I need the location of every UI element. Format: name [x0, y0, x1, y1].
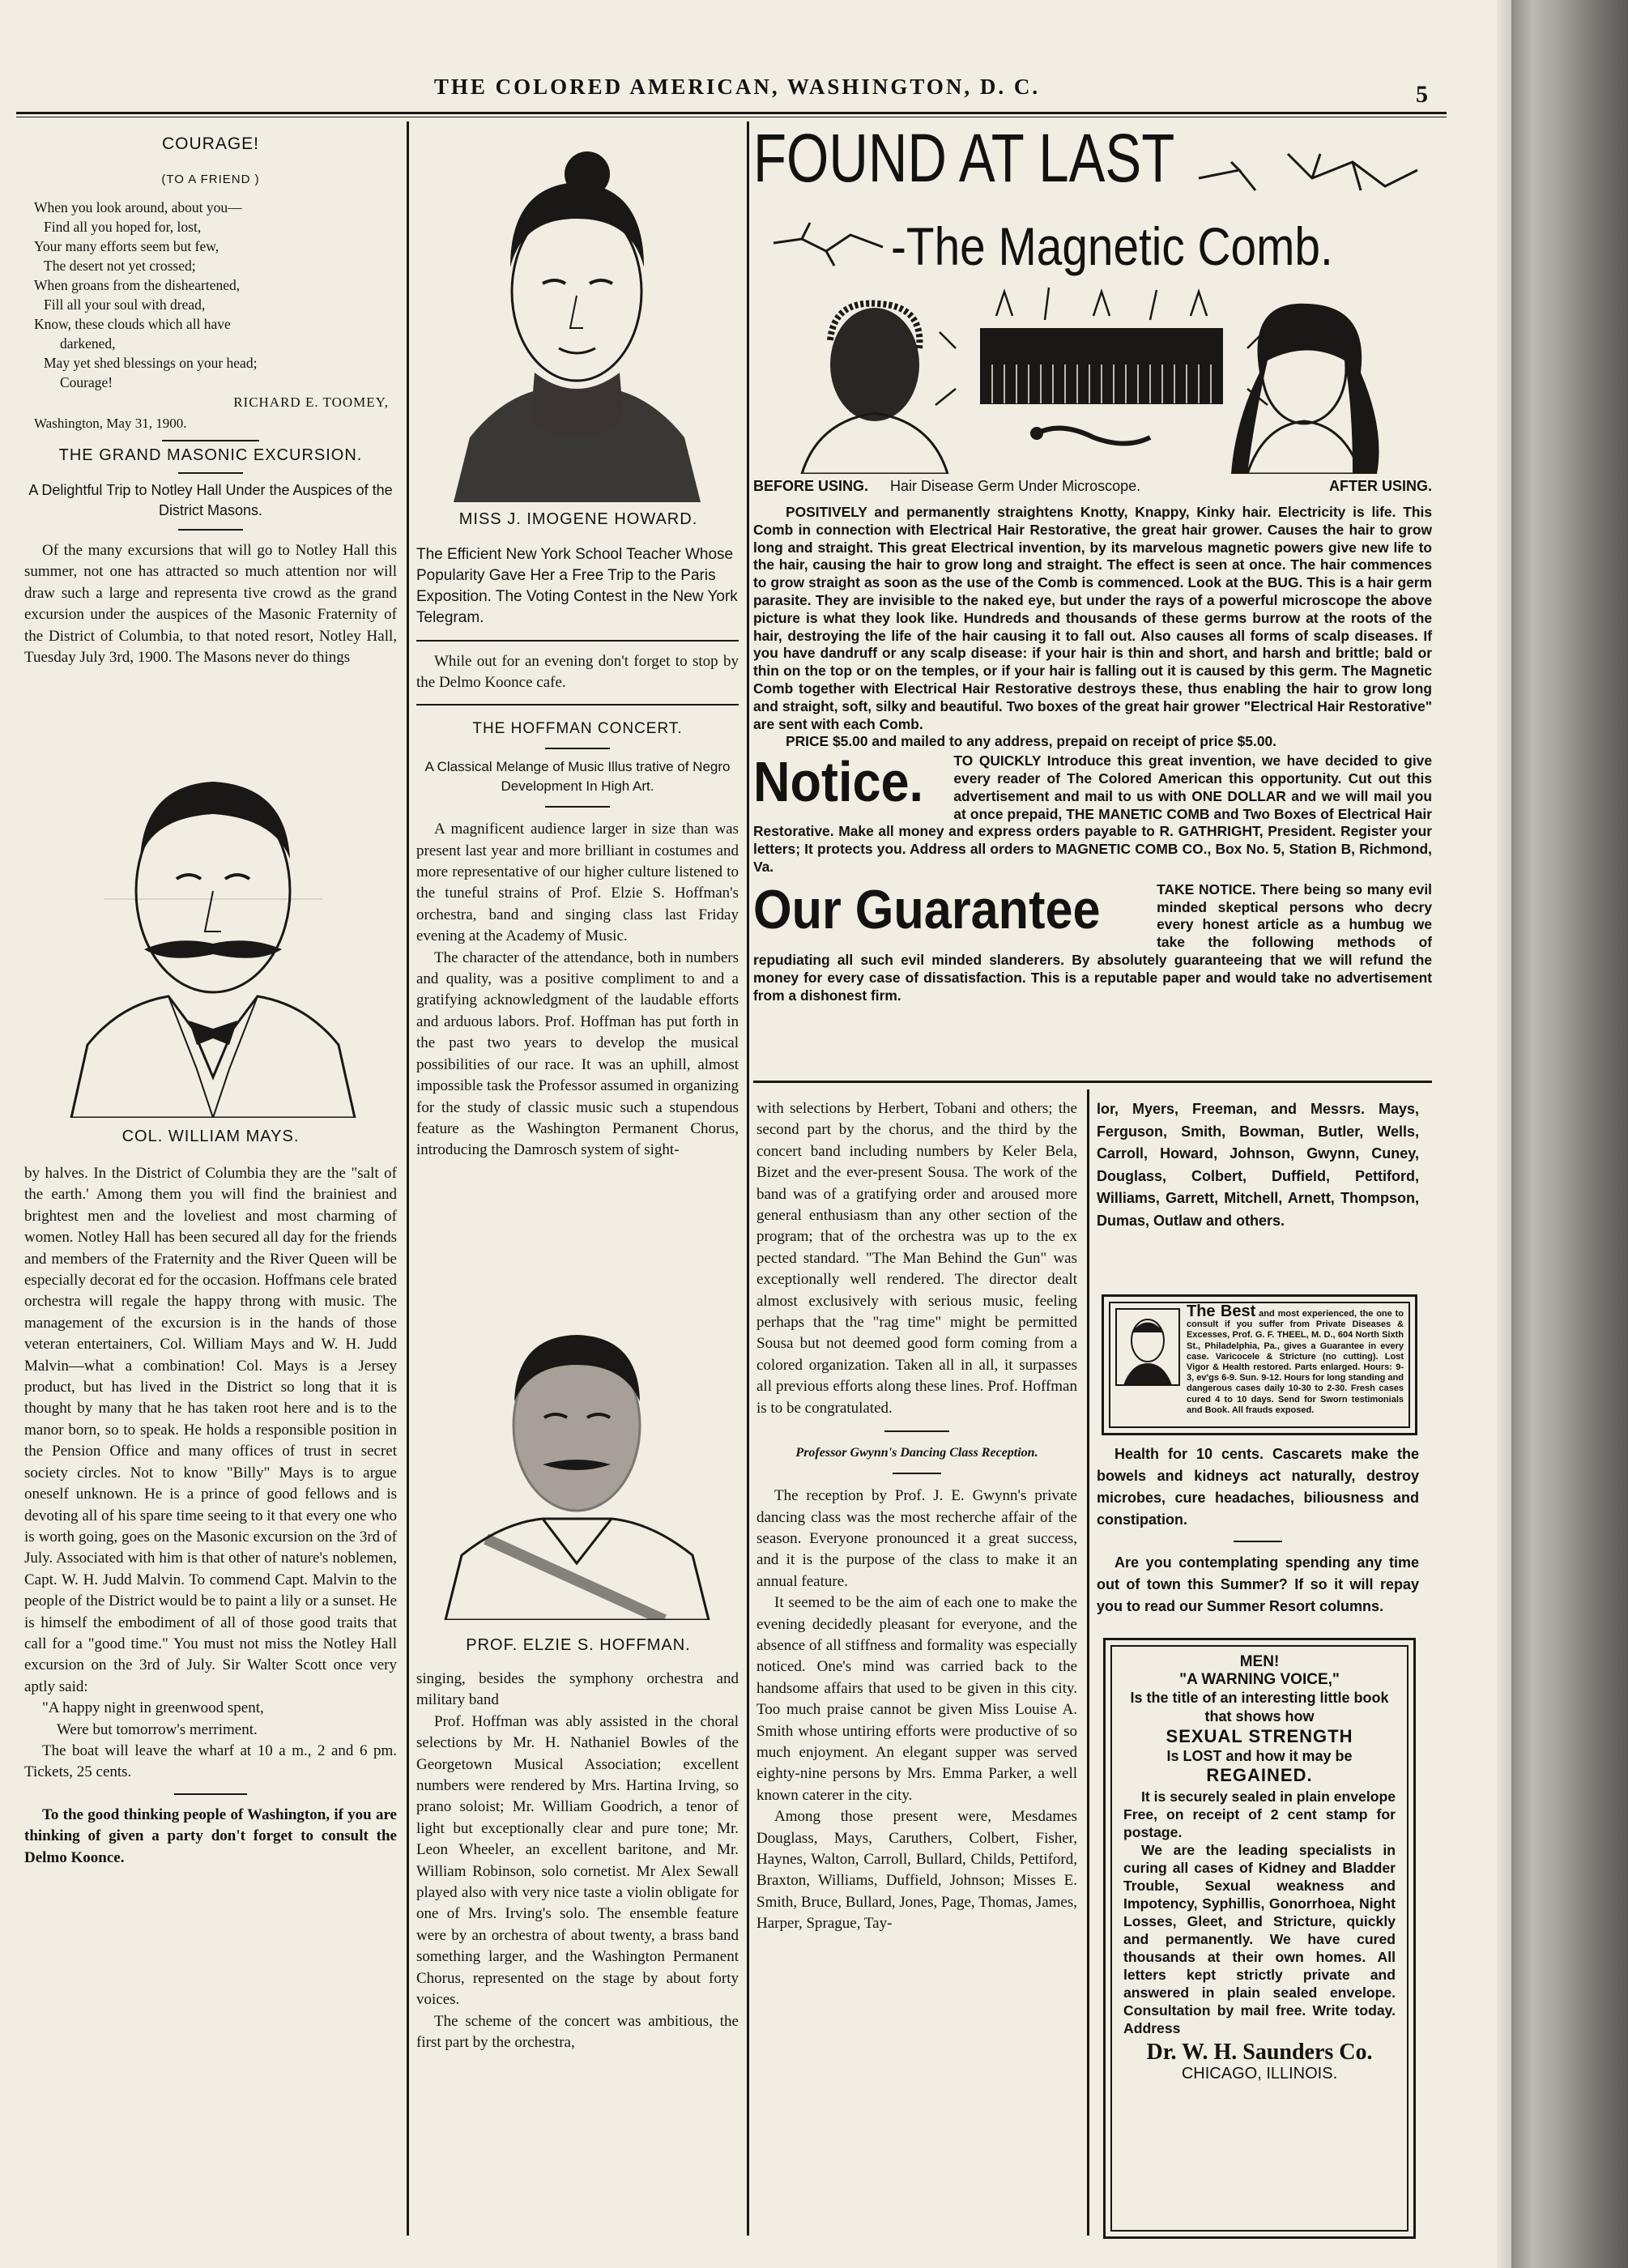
comb-ad-body [753, 504, 1432, 1004]
electric-spark-icon [1191, 146, 1426, 202]
section-rule [545, 748, 610, 749]
poem-line: The desert not yet crossed; [44, 257, 196, 274]
poem-body [24, 198, 397, 392]
guarantee-heading: Our Guarantee [753, 880, 1101, 940]
dance-paragraph: Among those present were, Mesdames Douglass, Mays, Caruthers, Colbert, Fisher, Haynes, Walton, Carroll, Bullard, Childs, Pettiford, Braxton, Williams, Duffield, Johnson; Misses E. Smith, Bruce, Bullard, Jones, Page, Thomas, James, Harper, Sprague, Tay- [756, 1808, 1077, 1933]
men-ad-line: Is the title of an interesting little book that shows how [1130, 1690, 1389, 1724]
section-rule [178, 472, 243, 474]
notice-text: TO QUICKLY Introduce this great invention, we have decided to give every reader of The Colored American this opportunity. Cut out this advertisement and mail to us with ONE DOLLAR and we will mail you at once prepaid, THE MANETIC COMB and Two Boxes of Electrical Hair Restorative. Make all money and express orders payable to R. GATHRIGHT, President. Register your letters; It protects you. Address all orders to MAGNETIC COMB CO., Box No. 5, Station B, Richmond, Va. [753, 752, 1432, 875]
howard-portrait [421, 130, 733, 502]
column-3 [756, 1098, 1077, 1935]
column-rule-1 [407, 122, 409, 2236]
poem-line: Your many efforts seem but few, [34, 237, 219, 254]
section-rule [178, 529, 243, 531]
mays-caption: COL. WILLIAM MAYS. [121, 1128, 300, 1145]
warning-voice-ad-frame [1110, 1645, 1409, 2232]
comb-headline-2: -The Magnetic Comb. [891, 216, 1333, 276]
volume-binding [1511, 0, 1628, 2268]
section-rule [884, 1430, 949, 1432]
koonce-ad: To the good thinking people of Washington, if you are thinking of given a party don't forget to consult the Delmo Koonce. [24, 1805, 397, 1866]
concert-subhead: A Classical Melange of Music Illus trative of Negro Development In High Art. [424, 759, 731, 795]
poem-line: darkened, [60, 335, 116, 352]
scott-quote-line: Were but tomorrow's merriment. [57, 1720, 258, 1738]
howard-text: The Efficient New York School Teacher Whose Popularity Gave Her a Free Trip to the Paris Exposition. The Voting Contest in the New York Telegram. [416, 546, 738, 626]
men-ad-line: REGAINED. [1206, 1765, 1313, 1785]
concert-headline: THE HOFFMAN CONCERT. [472, 719, 683, 737]
column-rule-2 [747, 122, 749, 2236]
poem-line: When you look around, about you— [34, 198, 242, 215]
hoffman-caption: PROF. ELZIE S. HOFFMAN. [466, 1636, 691, 1654]
men-ad-line: MEN! [1239, 1653, 1280, 1670]
excursion-paragraph: Of the many excursions that will go to Notley Hall this summer, not one has attracted so much attention nor will draw such a large and representa tive crowd as the grand excursion under the auspices of the Masonic Fraternity of the District of Columbia, to that noted resort, Notley Hall, Tuesday July 3rd, 1900. The Masons never do things [24, 542, 397, 667]
doctor-portrait-icon [1115, 1308, 1180, 1386]
excursion-paragraph: by halves. In the District of Columbia they are the "salt of the earth.' Among them you will find the brainiest and brightest men and the loveliest and most charming of women. Notley Hall has been secured all day for the friends and members of the Fraternity and the River Queen will be especially decorat ed for the occasion. Hoffmans cele brated orchestra will regale the happy throng with music. The management of the excursion is in the hands of those veteran entertainers, Col. William Mays and W. H. Judd Malvin—what a combination! Col. Mays is a Jersey product, but has lived in the District so long that it is thought by many that he has taken root here and is to the manor born, so to speak. He holds a responsible position in the Pension Office and many offices of trust in secret society circles. Not to know "Billy" Mays is to argue oneself unknown. He is a prince of good fellows and is devoting all of his spare time seeing to it that every one who is worth going, goes on the Masonic excursion on the 3rd of July. Associated with him is that other of nature's noblemen, Capt. W. H. Judd Malvin. To commend Capt. Malvin to the people of the District would be to paint a lily or a sunset. He is himself the embodiment of all of those good traits that call for a "good time." You must not miss the Notley Hall excursion on the 3rd of July. Sir Walter Scott once very aptly said: [24, 1165, 397, 1695]
notice-section [753, 752, 1432, 876]
men-ad-line: Is LOST and how it may be [1166, 1748, 1353, 1764]
section-rule [174, 1793, 247, 1795]
poem-title: COURAGE! [161, 134, 259, 153]
delmo-note: While out for an evening don't forget to stop by the Delmo Koonce cafe. [416, 653, 739, 692]
dance-headline: Professor Gwynn's Dancing Class Reception. [795, 1446, 1038, 1460]
excursion-subhead: A Delightful Trip to Notley Hall Under the Auspices of the District Masons. [28, 482, 393, 519]
scott-quote-line: "A happy night in greenwood spent, [42, 1699, 264, 1717]
section-rule [162, 440, 259, 441]
column-1-continued [24, 1163, 397, 1869]
page-edge [1497, 0, 1511, 2268]
before-after-labels [753, 478, 1432, 495]
cascarets-ad: Health for 10 cents. Cascarets make the bowels and kidneys act naturally, destroy microbes, cure headaches, biliousness and constipation. [1097, 1446, 1419, 1528]
concert-paragraph: The character of the attendance, both in numbers and quality, was a positive compliment to and a gratifying acknowledgment of the laudable efforts and arduous labors. Prof. Hoffman has put forth in the past two years to develop the musical possibilities of our race. It was an uphill, almost impossible task the Professor assumed in organizing for the study of classic music such a stupendous feature as the Washington Permanent Chorus, introducing the Damrosch system of sight- [416, 949, 739, 1159]
poem-dateline: Washington, May 31, 1900. [34, 416, 187, 432]
column-1 [24, 134, 397, 668]
comb-ad-paragraph: POSITIVELY and permanently straightens Knotty, Knappy, Kinky hair. Electricity is life. This Comb in connection with Electrical Hair Restorative, the great hair grower. Causes the hair to grow long and straight. This great Electrical invention, by its marvelous magnetic powers give new life to the hair, causing the hair to grow long and straight. The effect is seen at once. The hair commences to grow straight as soon as the use of the Comb is commenced. Look at the BUG. This is a hair germ parasite. They are invisible to the naked eye, but under the rays of a powerful microscope the above picture is what they look like. Hundreds and thousands of these germs burrow at the roots of the hair, destroying the life of the hair causing it to fall out. Also causes all forms of scalp diseases. If you have dandruff or any scalp disease: if your hair is thin and short, and harsh and brittle; bald or thin on the top or on the temples, or if your hair is falling out it is caused by this germ. The Magnetic Comb together with Electrical Hair Restorative destroys these, thus enabling the hair to grow long and straight, soft, silky and beautiful. Two boxes of the great hair grower "Electrical Hair Restorative" are sent with each Comb. [753, 504, 1432, 732]
section-rule [1234, 1541, 1282, 1542]
guarantee-section [753, 881, 1432, 1005]
section-rule [545, 806, 610, 808]
names-list: lor, Myers, Freeman, and Messrs. Mays, Ferguson, Smith, Bowman, Butler, Wells, Carroll, Howard, Johnson, Gwynn, Cuney, Douglass, Colbert, Duffield, Pettiford, Williams, Garrett, Mitchell, Arnett, Thompson, Dumas, Outlaw and others. [1097, 1101, 1419, 1229]
page-number: 5 [1416, 81, 1428, 108]
comb-headline-1: FOUND AT LAST [753, 120, 1175, 196]
dance-paragraph: The reception by Prof. J. E. Gwynn's private dancing class was the most recherche affair of the season. Everyone pronounced it a great success, and it is the purpose of the class to make it an annual feature. [756, 1487, 1077, 1590]
howard-caption: MISS J. IMOGENE HOWARD. [458, 510, 698, 528]
men-ad-line: SEXUAL STRENGTH [1166, 1726, 1353, 1746]
warning-voice-ad [1103, 1638, 1416, 2239]
section-rule [416, 640, 739, 642]
poem-line: Courage! [60, 373, 113, 390]
comb-illustration [769, 284, 1417, 474]
after-label: AFTER USING. [1328, 478, 1432, 494]
poem-line: Fill all your soul with dread, [44, 296, 206, 313]
men-ad-firm: Dr. W. H. Saunders Co. [1146, 2040, 1373, 2065]
masthead-rule [16, 112, 1447, 114]
hoffman-portrait [421, 1296, 733, 1620]
theel-ad [1102, 1294, 1417, 1435]
before-label: BEFORE USING. [753, 478, 869, 494]
guarantee-text: TAKE NOTICE. There being so many evil minded skeptical persons who decry every honest article as a humbug we take the following methods of repudiating all such evil minded slanderers. By absolutely guaranteeing that we will refund the money for every case of dissatisfaction. This is a reputable paper and would take no advertisement from a dishonest firm. [753, 880, 1432, 1004]
column-4-continued [1097, 1443, 1419, 1618]
concert-paragraph: singing, besides the symphony orchestra and military band [416, 1670, 739, 1709]
theel-ad-body: and most experienced, the one to consult if you suffer from Private Diseases & Excesses, Prof. G. F. THEEL, M. D., 604 North Sixth St., Philadelphia, Pa., gives a Guarantee in every case. Varicocele & Stricture (no cutting). Lost Vigor & Health restored. Parts enlarged. Hours: 9-3, ev'gs 6-9. Sun. 9-12. Hours for long standing and dangerous cases daily 10-30 to 2-30. Fresh cases cured 4 to 10 days. Send for Sworn testimonials and Book. All frauds exposed. [1187, 1309, 1404, 1415]
column-rule-3 [1087, 1089, 1089, 2236]
poem-line: Find all you hoped for, lost, [44, 218, 202, 235]
poem-line: Know, these clouds which all have [34, 315, 231, 332]
theel-ad-text [1187, 1302, 1404, 1416]
concert-paragraph: Prof. Hoffman was ably assisted in the choral selections by Mr. H. Nathaniel Bowles of the Georgetown Musical Association; excellent numbers were rendered by Mrs. Hartina Irving, so prano soloist; Mr. William Goodrich, a tenor of light but exceptionally clear and pure tone; Mr. Leon Wheeler, an excellent baritone, and Mr. William Robinson, solo cornetist. Mr Alex Sewall played also with very nice taste a violin obligate for one of Mrs. Irving's solo. The ensemble feature were by an orchestra of about twenty, a brass band something larger, and the Washington Permanent Chorus, represented on the stage by about forty voices. [416, 1712, 739, 2009]
electric-spark-icon [769, 219, 891, 267]
men-ad-line: "A WARNING VOICE," [1179, 1671, 1340, 1688]
men-ad-city: CHICAGO, ILLINOIS. [1181, 2065, 1338, 2083]
magnetic-comb-ad [753, 122, 1432, 1077]
dance-paragraph: It seemed to be the aim of each one to make the evening decidedly pleasant for everyone, and the absence of all stiffness and formality was especially noticed. One's mind was carried back to the handsome affairs that used to be given in this city. Too much praise cannot be given Miss Louise A. Smith whose untiring efforts were productive of so much enjoyment. An elegant supper was served eighty-nine persons by Mrs. Emma Parker, a well known caterer in the city. [756, 1594, 1077, 1804]
concert-paragraph: The scheme of the concert was ambitious, the first part by the orchestra, [416, 2012, 739, 2051]
poem-dedication: (TO A FRIEND ) [161, 173, 260, 187]
notice-heading: Notice. [753, 752, 924, 814]
men-ad-paragraph: It is securely sealed in plain envelope Free, on receipt of 2 cent stamp for postage. [1123, 1788, 1396, 1840]
column-2-continued [416, 1669, 739, 2053]
excursion-headline: THE GRAND MASONIC EXCURSION. [58, 446, 363, 464]
excursion-paragraph: The boat will leave the wharf at 10 a m., 2 and 6 pm. Tickets, 25 cents. [24, 1742, 397, 1781]
theel-ad-title: The Best [1187, 1302, 1256, 1320]
poem-author: RICHARD E. TOOMEY, [233, 394, 389, 410]
section-rule [416, 704, 739, 706]
mays-portrait [55, 737, 371, 1118]
concert-paragraph: with selections by Herbert, Tobani and others; the second part by the chorus, and the third by the concert band including numbers by Keler Bela, Bizet and the ever-present Sousa. The work of the band was of a gratifying order and aroused more general enthusiasm than any other section of the program; that of the orchestra was up to the ex pected standard. "The Man Behind the Gun" was exceptionally well rendered. The director dealt almost exclusively with serious music, feeling perhaps that the "rag time" might be permitted Sousa but not deemed good form coming from a colored organization. Taken all in all, it surpasses all previous efforts along these lines. Prof. Hoffman is to be congratulated. [756, 1100, 1077, 1417]
germ-label: Hair Disease Germ Under Microscope. [890, 478, 1141, 494]
summer-resort-note: Are you contemplating spending any time out of town this Summer? If so it will repay you to read our Summer Resort columns. [1097, 1554, 1419, 1614]
concert-paragraph: A magnificent audience larger in size than was present last year and more brilliant in costumes and more representative of our higher culture listened to the tuneful strains of Prof. Elzie S. Hoffman's orchestra, band and singing class last Friday evening at the Academy of Music. [416, 821, 739, 945]
men-ad-paragraph: We are the leading specialists in curing all cases of Kidney and Bladder Trouble, Sexual weakness and Impotency, Syphillis, Gonorrhoea, Night Losses, Gleet, and Stricture, quickly and permanently. We have cured thousands at their own homes. All letters kept strictly private and answered in plain sealed envelope. Consultation by mail free. Write today. Address [1123, 1842, 1396, 2036]
ad-bottom-rule [753, 1081, 1432, 1083]
section-rule [893, 1473, 941, 1474]
column-2 [416, 544, 739, 1162]
poem-line: When groans from the disheartened, [34, 276, 241, 293]
masthead: THE COLORED AMERICAN, WASHINGTON, D. C. [433, 75, 1041, 99]
comb-ad-price: PRICE $5.00 and mailed to any address, prepaid on receipt of price $5.00. [786, 733, 1276, 750]
poem-line: May yet shed blessings on your head; [44, 354, 258, 371]
column-4 [1097, 1098, 1419, 1232]
